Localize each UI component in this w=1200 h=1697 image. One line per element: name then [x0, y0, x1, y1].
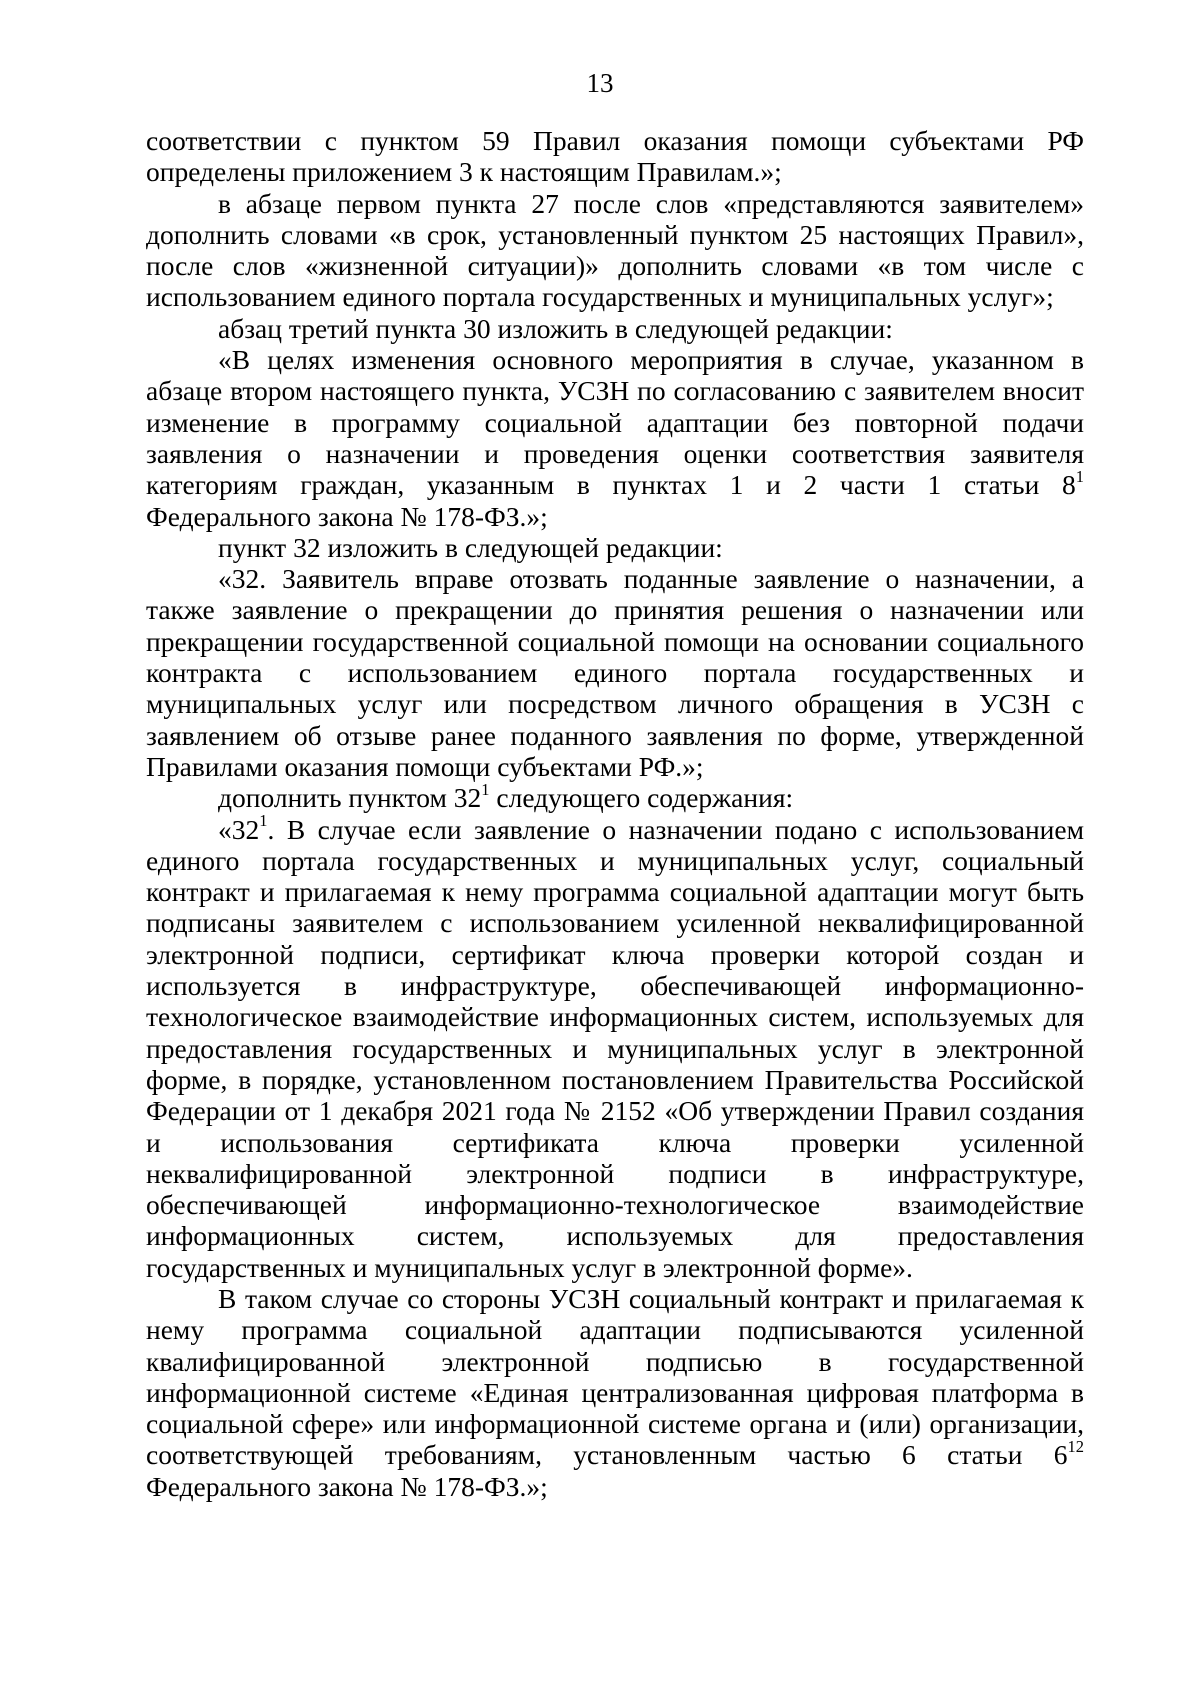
text-line-content: и использования сертификата ключа проверки усиленной	[146, 1126, 1084, 1158]
text-line	[146, 1377, 1084, 1408]
text-line	[146, 375, 1084, 406]
text-line	[146, 125, 1084, 156]
text-line-content: после слов «жизненной ситуации)» дополнить словами «в том числе с	[146, 250, 1084, 282]
text-line	[146, 501, 1084, 532]
page-number: 13	[586, 68, 614, 98]
text-line	[146, 779, 1084, 814]
text-line-content: Федерации от 1 декабря 2021 года № 2152 «Об утверждении Правил создания	[146, 1095, 1084, 1127]
text-line-content: заявлением об отзыве ранее поданного заявления по форме, утвержденной	[146, 719, 1084, 751]
text-line-content: прекращении государственной социальной помощи на основании социального	[146, 625, 1084, 657]
text-line	[146, 1127, 1084, 1158]
superscript: 1	[1075, 466, 1084, 486]
text-line-content: категориям граждан, указанным в пунктах 1 и 2 части 1 статьи 8	[146, 469, 1076, 501]
text-line-content: также заявление о прекращении до принятия решения о назначении или	[146, 594, 1084, 626]
text-line-content: муниципальных услуг или посредством личного обращения в УСЗН с	[146, 688, 1084, 720]
text-line-content: дополнить пунктом 32	[218, 782, 482, 814]
text-line-continuation: следующего содержания:	[489, 782, 794, 814]
text-line	[146, 281, 1084, 312]
text-line	[146, 907, 1084, 938]
text-line	[146, 594, 1084, 625]
text-line	[146, 407, 1084, 438]
text-line-content: Федерального закона № 178-ФЗ.»;	[146, 500, 548, 532]
text-line-content: государственных и муниципальных услуг в электронной форме».	[146, 1251, 913, 1283]
text-line	[146, 626, 1084, 657]
text-line	[146, 1439, 1084, 1470]
text-line-content: в абзаце первом пункта 27 после слов «представляются заявителем»	[218, 187, 1084, 219]
text-line-content: пункт 32 изложить в следующей редакции:	[218, 531, 723, 563]
text-line-content: Правилами оказания помощи субъектами РФ.»;	[146, 750, 704, 782]
text-line-content: соответствии с пунктом 59 Правил оказания помощи субъектами РФ	[146, 125, 1084, 156]
text-line-content: дополнить словами «в срок, установленный пунктом 25 настоящих Правил»,	[146, 218, 1084, 250]
text-line-content: определены приложением 3 к настоящим Правилам.»;	[146, 156, 782, 188]
text-line	[146, 939, 1084, 970]
text-line-content: социальной сфере» или информационной системе органа и (или) организации,	[146, 1408, 1084, 1440]
text-line-content: используется в инфраструктуре, обеспечивающей информационно-	[146, 970, 1084, 1002]
text-line-content: «В целях изменения основного мероприятия в случае, указанном в	[218, 344, 1084, 376]
text-line	[146, 1346, 1084, 1377]
text-line-continuation: . В случае если заявление о назначении подано с использованием	[267, 813, 1084, 845]
text-line	[146, 188, 1084, 219]
text-line-content: электронной подписи, сертификат ключа проверки которой создан и	[146, 938, 1084, 970]
superscript: 1	[259, 811, 268, 831]
text-line	[146, 751, 1084, 782]
text-line	[146, 811, 1084, 845]
text-line	[146, 219, 1084, 250]
text-line	[146, 1064, 1084, 1095]
text-line-content: «32. Заявитель вправе отозвать поданные заявление о назначении, а	[218, 563, 1084, 595]
text-line-content: контракт и прилагаемая к нему программа социальной адаптации могут быть	[146, 876, 1084, 908]
text-line	[146, 1408, 1084, 1439]
text-line	[146, 344, 1084, 375]
text-line-content: «32	[218, 813, 260, 845]
text-line	[146, 438, 1084, 469]
text-line	[146, 1001, 1084, 1032]
text-line	[146, 1314, 1084, 1345]
text-line	[146, 688, 1084, 719]
text-line	[146, 1220, 1084, 1251]
text-line	[146, 876, 1084, 907]
text-line	[146, 250, 1084, 281]
text-line	[146, 1033, 1084, 1064]
text-line-content: изменение в программу социальной адаптации без повторной подачи	[146, 406, 1084, 438]
text-line	[146, 466, 1084, 501]
text-line-content: Федерального закона № 178-ФЗ.»;	[146, 1470, 548, 1502]
text-line-content: абзаце втором настоящего пункта, УСЗН по согласованию с заявителем вносит	[146, 375, 1084, 407]
text-line-content: неквалифицированной электронной подписи в инфраструктуре,	[146, 1157, 1084, 1189]
text-line	[146, 720, 1084, 751]
text-line	[146, 1095, 1084, 1126]
superscript: 12	[1067, 1437, 1084, 1457]
text-line	[146, 1158, 1084, 1189]
text-line-content: квалифицированной электронной подписью в государственной	[146, 1345, 1084, 1377]
text-line	[146, 156, 1084, 187]
text-line	[146, 970, 1084, 1001]
text-line-content: информационных систем, используемых для предоставления	[146, 1220, 1084, 1252]
text-line-content: предоставления государственных и муниципальных услуг в электронной	[146, 1032, 1084, 1064]
text-line	[146, 1252, 1084, 1283]
text-line-content: форме, в порядке, установленном постановлением Правительства Российской	[146, 1063, 1084, 1095]
text-line-content: использованием единого портала государственных и муниципальных услуг»;	[146, 281, 1054, 313]
text-line-content: единого портала государственных и муниципальных услуг, социальный	[146, 844, 1084, 876]
document-body	[146, 125, 1084, 1502]
superscript: 1	[481, 779, 490, 799]
text-line	[146, 845, 1084, 876]
text-line-content: заявления о назначении и проведения оценки соответствия заявителя	[146, 437, 1084, 469]
text-line-content: абзац третий пункта 30 изложить в следующей редакции:	[218, 312, 893, 344]
text-line-content: В таком случае со стороны УСЗН социальный контракт и прилагаемая к	[218, 1282, 1084, 1314]
text-line-content: подписаны заявителем с использованием усиленной неквалифицированной	[146, 907, 1084, 939]
text-line	[146, 313, 1084, 344]
text-line-content: обеспечивающей информационно-технологическое взаимодействие	[146, 1189, 1084, 1221]
text-line-content: соответствующей требованиям, установленным частью 6 статьи 6	[146, 1439, 1068, 1471]
text-line	[146, 1283, 1084, 1314]
text-line-content: информационной системе «Единая централизованная цифровая платформа в	[146, 1376, 1084, 1408]
text-line	[146, 1471, 1084, 1502]
text-line	[146, 532, 1084, 563]
text-line	[146, 563, 1084, 594]
text-line-content: контракта с использованием единого портала государственных и	[146, 657, 1084, 689]
text-line	[146, 657, 1084, 688]
text-line-content: нему программа социальной адаптации подписываются усиленной	[146, 1314, 1084, 1346]
text-line-content: технологическое взаимодействие информационных систем, используемых для	[146, 1001, 1084, 1033]
text-line	[146, 1189, 1084, 1220]
